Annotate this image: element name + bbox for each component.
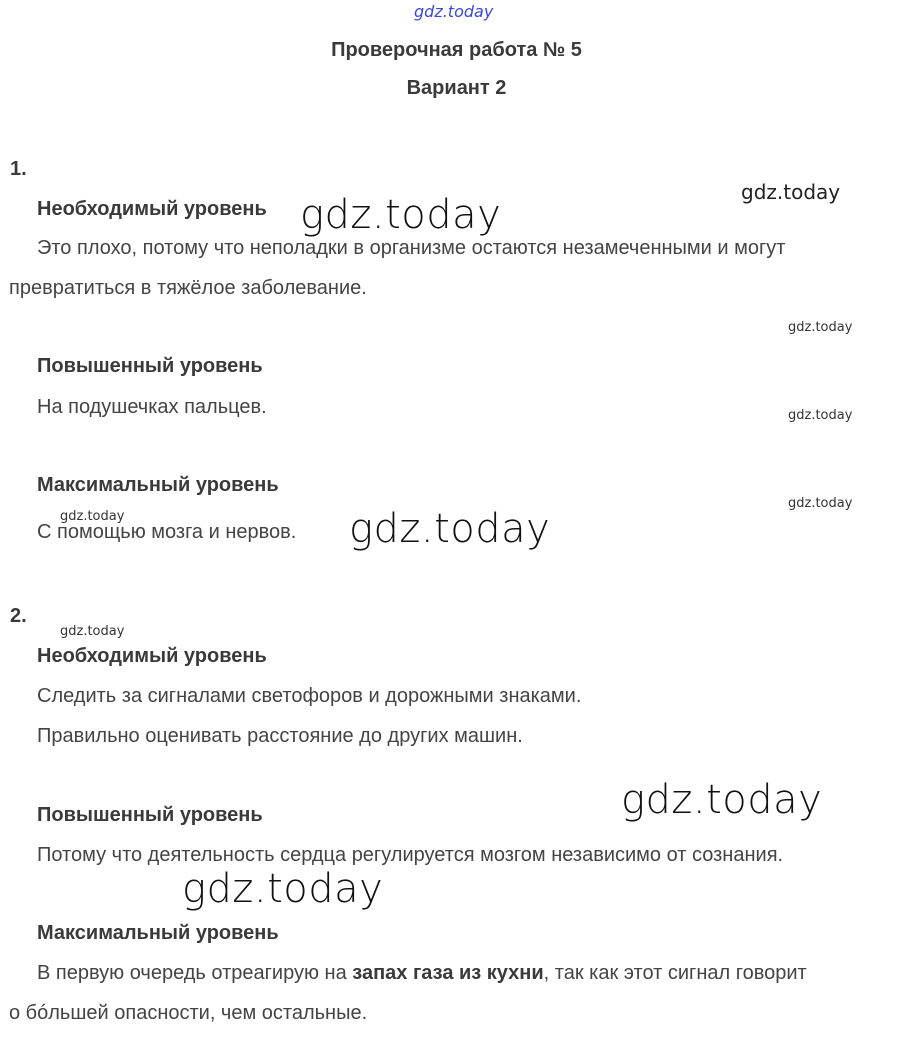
watermark: gdz.today: [349, 506, 551, 552]
answer-line: [37, 962, 807, 985]
watermark: gdz.today: [300, 192, 502, 238]
answer-line: Следить за сигналами светофоров и дорожными знаками.: [37, 685, 582, 707]
watermark: gdz.today: [788, 496, 853, 511]
watermark: gdz.today: [182, 866, 384, 912]
page-title: Проверочная работа № 5: [331, 39, 582, 61]
answer-bold-phrase: запах газа из кухни: [352, 962, 544, 984]
answer-text: В первую очередь отреагирую на: [37, 962, 353, 984]
watermark: gdz.today: [788, 408, 853, 423]
answer-line: Потому что деятельность сердца регулируется мозгом независимо от сознания.: [37, 844, 784, 866]
answer-line: Это плохо, потому что неполадки в организме остаются незамеченными и могут: [37, 237, 786, 259]
level-heading: Максимальный уровень: [37, 922, 279, 944]
watermark: gdz.today: [60, 509, 125, 524]
answer-line: На подушечках пальцев.: [37, 396, 267, 418]
watermark: gdz.today: [788, 320, 853, 335]
variant-title: Вариант 2: [406, 77, 507, 99]
watermark-top: gdz.today: [414, 2, 494, 21]
watermark: gdz.today: [60, 624, 125, 639]
task-number: 1.: [10, 158, 27, 180]
answer-text: , так как этот сигнал говорит: [543, 962, 807, 984]
level-heading: Необходимый уровень: [37, 645, 267, 667]
level-heading: Максимальный уровень: [37, 474, 279, 496]
level-heading: Повышенный уровень: [37, 355, 263, 377]
level-heading: Необходимый уровень: [37, 198, 267, 220]
answer-line: превратиться в тяжёлое заболевание.: [9, 277, 367, 299]
answer-line: о бóльшей опасности, чем остальные.: [9, 1002, 368, 1024]
answer-line: С помощью мозга и нервов.: [37, 521, 297, 543]
answer-line: Правильно оценивать расстояние до других машин.: [37, 725, 523, 747]
task-number: 2.: [10, 605, 27, 627]
level-heading: Повышенный уровень: [37, 804, 263, 826]
watermark: gdz.today: [621, 777, 823, 823]
watermark: gdz.today: [741, 180, 841, 204]
